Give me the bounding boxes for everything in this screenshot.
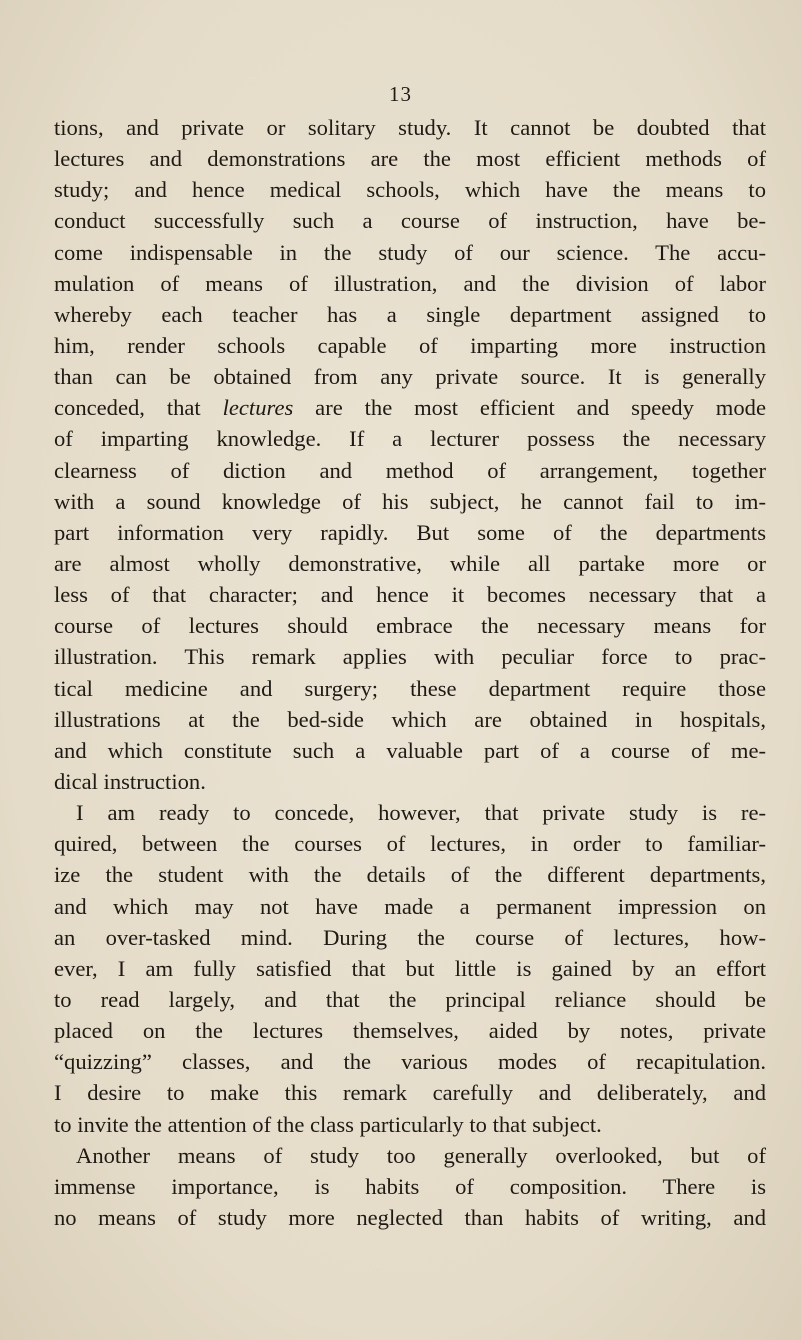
- text-line: dical instruction.: [54, 768, 206, 794]
- text-line: lectures and demonstrations are the most efficient methods of: [54, 146, 766, 172]
- page-number: 13: [389, 82, 412, 106]
- text-line: an over-tasked mind. During the course of lectures, how-: [54, 924, 766, 950]
- text-line: and which constitute such a valuable part of a course of me-: [54, 737, 766, 763]
- text-line: and which may not have made a permanent impression on: [54, 893, 766, 919]
- text-line: ize the student with the details of the different departments,: [54, 862, 766, 888]
- text-line: ever, I am fully satisfied that but little is gained by an effort: [54, 955, 766, 981]
- text-line: come indispensable in the study of our science. The accu-: [54, 239, 766, 265]
- text-line: immense importance, is habits of composition. There is: [54, 1173, 766, 1199]
- italic-emphasis: lectures: [222, 395, 294, 421]
- text-line: of imparting knowledge. If a lecturer possess the necessary: [54, 426, 766, 452]
- text-line: clearness of diction and method of arrangement, together: [54, 457, 766, 483]
- paragraph-start-line: Another means of study too generally overlooked, but of: [76, 1142, 766, 1168]
- text-line: to invite the attention of the class particularly to that subject.: [54, 1111, 602, 1137]
- text-line: tical medicine and surgery; these department require those: [54, 675, 766, 701]
- text-line: part information very rapidly. But some of the departments: [54, 519, 766, 545]
- paragraph-start-line: I am ready to concede, however, that private study is re-: [76, 800, 766, 826]
- text-line-with-italic: [54, 392, 766, 423]
- text-segment: conceded, that: [54, 395, 223, 421]
- text-line: placed on the lectures themselves, aided by notes, private: [54, 1018, 766, 1044]
- text-line: “quizzing” classes, and the various modes of recapitulation.: [54, 1049, 766, 1075]
- text-line: tions, and private or solitary study. It cannot be doubted that: [54, 115, 766, 140]
- text-line: illustration. This remark applies with peculiar force to prac-: [54, 644, 766, 670]
- text-line: mulation of means of illustration, and the division of labor: [54, 270, 766, 296]
- text-segment: are the most efficient and speedy mode: [293, 395, 766, 421]
- text-line: than can be obtained from any private source. It is generally: [54, 364, 766, 390]
- text-line: with a sound knowledge of his subject, he cannot fail to im-: [54, 488, 766, 514]
- text-line: study; and hence medical schools, which have the means to: [54, 177, 766, 203]
- text-line: less of that character; and hence it becomes necessary that a: [54, 582, 766, 608]
- text-line: to read largely, and that the principal reliance should be: [54, 986, 766, 1012]
- text-line: no means of study more neglected than habits of writing, and: [54, 1204, 766, 1230]
- text-line: I desire to make this remark carefully and deliberately, and: [54, 1080, 766, 1106]
- text-line: him, render schools capable of imparting more instruction: [54, 332, 766, 358]
- text-line: are almost wholly demonstrative, while all partake more or: [54, 550, 766, 576]
- body-text: [54, 112, 766, 1233]
- text-line: whereby each teacher has a single department assigned to: [54, 301, 766, 327]
- text-line: conduct successfully such a course of instruction, have be-: [54, 208, 766, 234]
- text-line: quired, between the courses of lectures, in order to familiar-: [54, 831, 766, 857]
- text-line: course of lectures should embrace the necessary means for: [54, 613, 766, 639]
- text-line: illustrations at the bed-side which are obtained in hospitals,: [54, 706, 766, 732]
